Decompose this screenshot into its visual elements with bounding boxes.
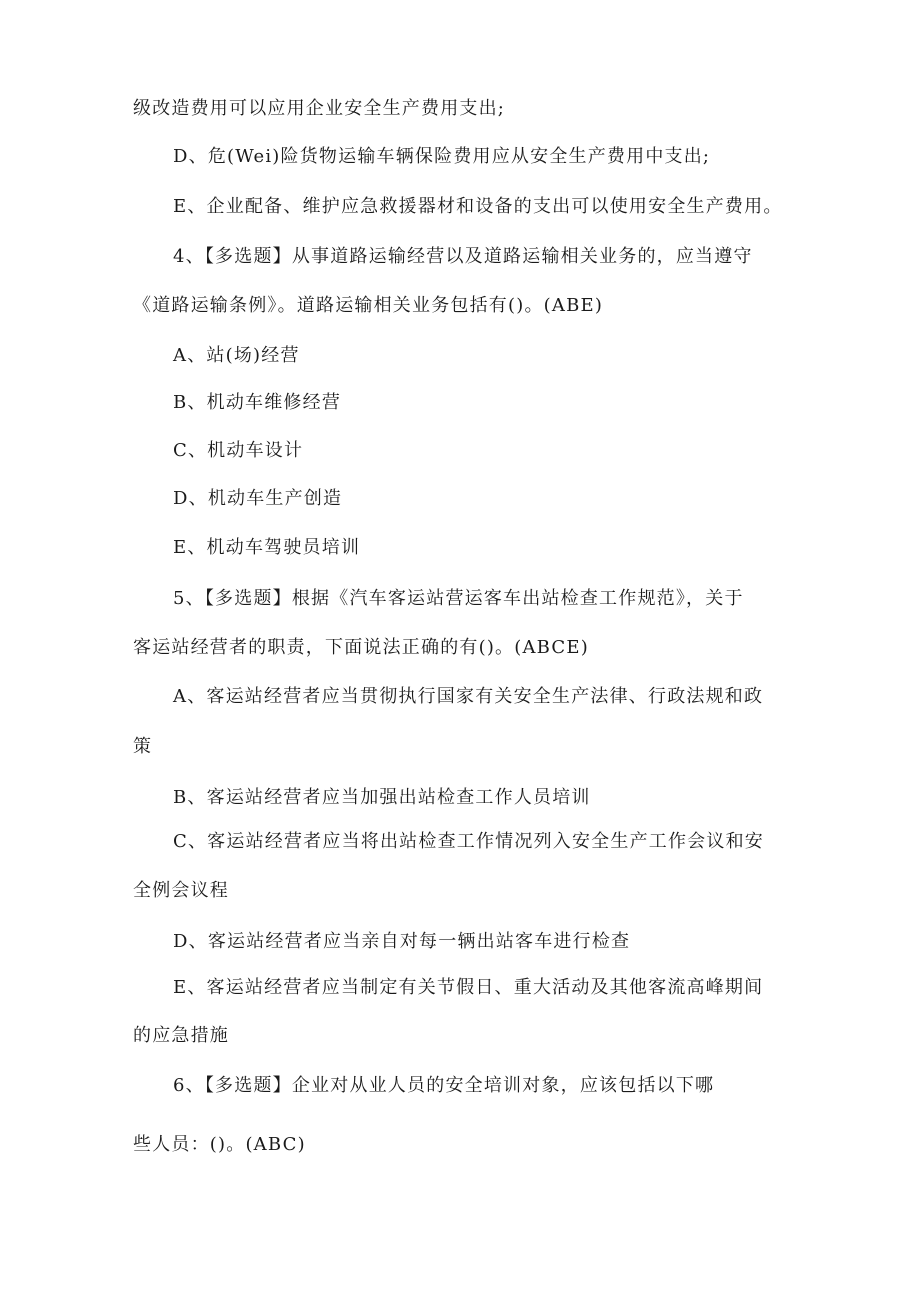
q5-option-b: B、客运站经营者应当加强出站检查工作人员培训: [173, 787, 591, 808]
q4-option-d: D、机动车生产创造: [173, 488, 343, 509]
question-6-continuation: 些人员：()。(ABC): [133, 1134, 306, 1155]
question-4-title: 4、【多选题】从事道路运输经营以及道路运输相关业务的，应当遵守: [173, 246, 753, 267]
q5-option-e-continuation: 的应急措施: [133, 1025, 229, 1046]
text-line: 级改造费用可以应用企业安全生产费用支出;: [133, 98, 506, 119]
question-5-title: 5、【多选题】根据《汽车客运站营运客车出站检查工作规范》，关于: [173, 588, 744, 609]
q5-option-c-continuation: 全例会议程: [133, 880, 229, 901]
q5-option-c: C、客运站经营者应当将出站检查工作情况列入安全生产工作会议和安: [173, 831, 764, 852]
option-e-line: E、企业配备、维护应急救援器材和设备的支出可以使用安全生产费用。: [173, 196, 783, 217]
question-6-title: 6、【多选题】企业对从业人员的安全培训对象，应该包括以下哪: [173, 1075, 715, 1096]
q4-option-e: E、机动车驾驶员培训: [173, 537, 361, 558]
q4-option-a: A、站(场)经营: [173, 345, 300, 366]
question-4-continuation: 《道路运输条例》。道路运输相关业务包括有()。(ABE): [133, 295, 604, 316]
q5-option-a: A、客运站经营者应当贯彻执行国家有关安全生产法律、行政法规和政: [173, 686, 764, 707]
q5-option-a-continuation: 策: [133, 736, 153, 757]
question-5-continuation: 客运站经营者的职责，下面说法正确的有()。(ABCE): [133, 637, 589, 658]
q4-option-b: B、机动车维修经营: [173, 392, 342, 413]
q5-option-d: D、客运站经营者应当亲自对每一辆出站客车进行检查: [173, 931, 631, 952]
q5-option-e: E、客运站经营者应当制定有关节假日、重大活动及其他客流高峰期间: [173, 977, 764, 998]
option-d-line: D、危(Wei)险货物运输车辆保险费用应从安全生产费用中支出;: [173, 146, 711, 167]
q4-option-c: C、机动车设计: [173, 440, 304, 461]
